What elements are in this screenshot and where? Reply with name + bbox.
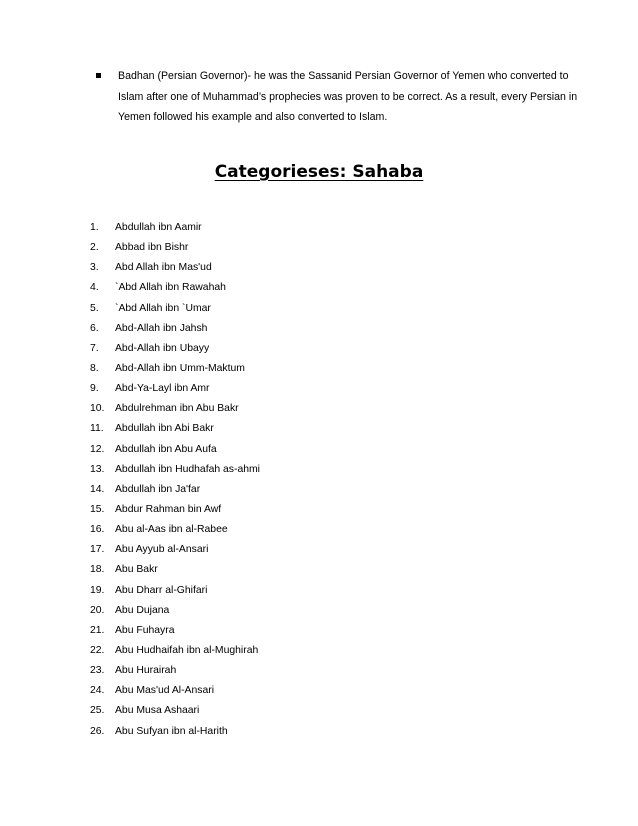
- list-item: [90, 722, 260, 742]
- list-item-name: Abbad ibn Bishr: [115, 242, 189, 254]
- list-item: [90, 379, 260, 399]
- list-item-name: Abdullah ibn Abi Bakr: [115, 423, 214, 435]
- list-item-number: 20.: [90, 604, 105, 616]
- list-item: [90, 500, 260, 520]
- list-item-number: 4.: [90, 282, 99, 294]
- bullet-text: Badhan (Persian Governor)- he was the Sassanid Persian Governor of Yemen who converted to Islam after one of Muhammad’s prophecies was proven to be correct. As a result, every Persian in Yemen followed his example and also converted to Islam.: [118, 70, 578, 123]
- list-item-number: 25.: [90, 705, 105, 717]
- list-item-name: Abdullah ibn Ja'far: [115, 483, 201, 495]
- list-item-name: Abd-Allah ibn Umm-Maktum: [115, 362, 245, 374]
- list-item: [90, 701, 260, 721]
- list-item-name: Abd-Allah ibn Jahsh: [115, 322, 208, 334]
- list-item-number: 13.: [90, 463, 105, 475]
- list-item-number: 8.: [90, 362, 99, 374]
- list-item-number: 10.: [90, 403, 105, 415]
- list-item-number: 1.: [90, 222, 99, 233]
- list-item-name: Abu Mas'ud Al-Ansari: [115, 685, 215, 697]
- list-item: [90, 560, 260, 580]
- list-item-name: Abu Hurairah: [115, 665, 177, 677]
- list-item: [90, 581, 260, 601]
- list-item: [90, 661, 260, 681]
- list-item: [90, 258, 260, 278]
- list-item-name: Abdur Rahman bin Awf: [115, 503, 222, 515]
- list-item-number: 18.: [90, 564, 105, 576]
- list-item-name: Abu Musa Ashaari: [115, 705, 200, 717]
- list-item-name: Abdullah ibn Hudhafah as-ahmi: [115, 463, 260, 475]
- list-item-number: 11.: [90, 423, 104, 435]
- list-item: [90, 440, 260, 460]
- list-item-number: 15.: [90, 503, 105, 515]
- list-item-number: 2.: [90, 242, 99, 254]
- list-item-number: 7.: [90, 342, 99, 354]
- list-item-name: Abu Dharr al-Ghifari: [115, 584, 208, 596]
- list-item-name: Abd-Allah ibn Ubayy: [115, 342, 210, 354]
- list-item-number: 9.: [90, 383, 99, 395]
- list-item-name: Abu Dujana: [115, 604, 170, 616]
- list-item-number: 23.: [90, 665, 105, 677]
- list-item-number: 16.: [90, 524, 105, 536]
- section-heading: Categorieses: Sahaba: [214, 162, 424, 182]
- list-item-name: Abd-Ya-Layl ibn Amr: [115, 383, 210, 395]
- list-item-name: Abu Sufyan ibn al-Harith: [115, 725, 228, 737]
- list-item: [90, 278, 260, 298]
- list-item: [90, 238, 260, 258]
- list-item: [90, 540, 260, 560]
- list-item: [90, 601, 260, 621]
- square-bullet-icon: [96, 73, 101, 78]
- list-item: [90, 641, 260, 661]
- list-item: [90, 218, 260, 238]
- list-item-name: Abdulrehman ibn Abu Bakr: [115, 403, 239, 415]
- list-item: [90, 299, 260, 319]
- list-item-name: Abd Allah ibn Mas'ud: [115, 262, 212, 274]
- list-item: [90, 399, 260, 419]
- list-item-number: 21.: [90, 624, 105, 636]
- list-item: [90, 681, 260, 701]
- list-item-number: 6.: [90, 322, 99, 334]
- list-item: [90, 480, 260, 500]
- list-item: [90, 339, 260, 359]
- list-item-name: Abu Bakr: [115, 564, 158, 576]
- bullet-paragraph: [90, 66, 580, 128]
- sahaba-list: [90, 218, 260, 742]
- list-item-name: Abu Ayyub al-Ansari: [115, 544, 209, 556]
- list-item: [90, 419, 260, 439]
- list-item-name: `Abd Allah ibn Rawahah: [115, 282, 226, 294]
- list-item-number: 22.: [90, 644, 105, 656]
- list-item-number: 24.: [90, 685, 105, 697]
- list-item-name: Abdullah ibn Aamir: [115, 222, 202, 233]
- list-item-number: 19.: [90, 584, 105, 596]
- list-item-number: 3.: [90, 262, 99, 274]
- list-item-number: 5.: [90, 302, 99, 314]
- list-item: [90, 621, 260, 641]
- list-item-name: Abu Fuhayra: [115, 624, 175, 636]
- list-item-number: 26.: [90, 725, 105, 737]
- list-item-number: 12.: [90, 443, 105, 455]
- list-item-name: Abu al-Aas ibn al-Rabee: [115, 524, 228, 536]
- list-item-number: 17.: [90, 544, 105, 556]
- list-item-number: 14.: [90, 483, 105, 495]
- list-item-name: Abu Hudhaifah ibn al-Mughirah: [115, 644, 259, 656]
- list-item: [90, 520, 260, 540]
- list-item-name: Abdullah ibn Abu Aufa: [115, 443, 217, 455]
- list-item: [90, 359, 260, 379]
- list-item: [90, 460, 260, 480]
- list-item: [90, 319, 260, 339]
- list-item-name: `Abd Allah ibn `Umar: [115, 302, 211, 314]
